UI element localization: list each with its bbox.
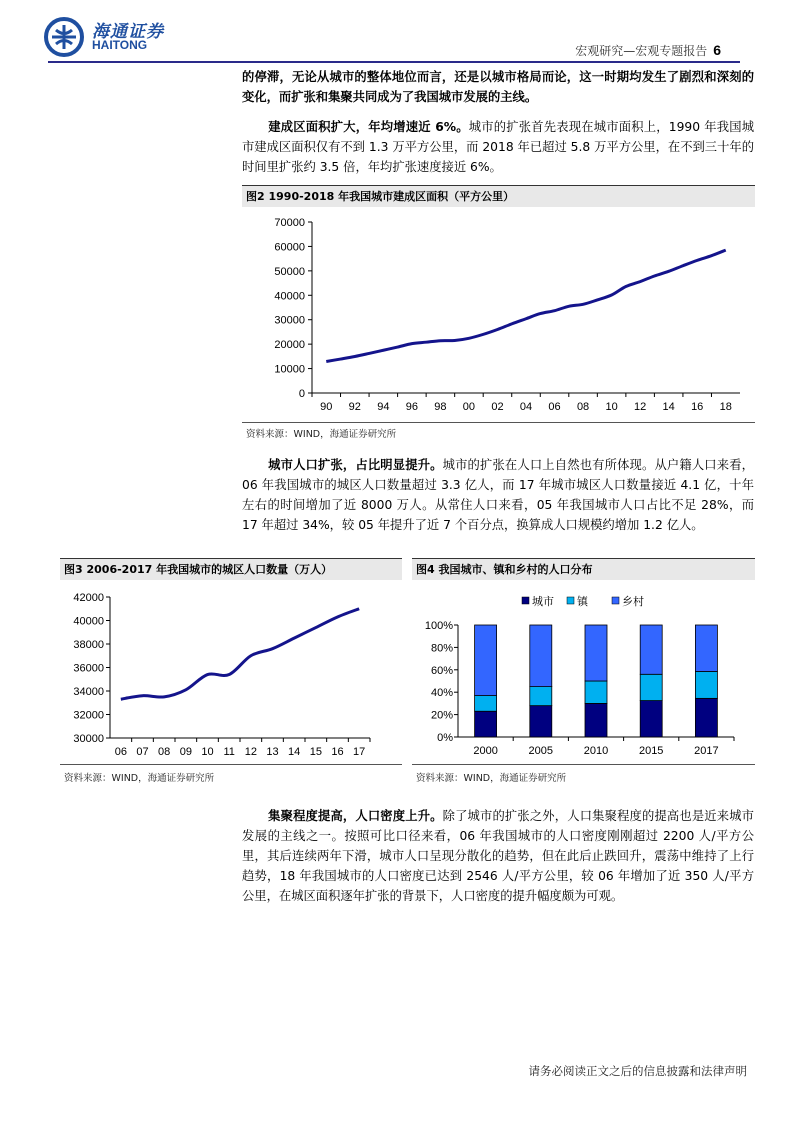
x-tick-label: 14 — [662, 401, 675, 413]
figure-3-chart — [60, 580, 402, 760]
x-tick-label: 13 — [266, 746, 279, 758]
bar-2017-2 — [695, 625, 717, 671]
y-tick-label: 40000 — [274, 290, 305, 303]
y-tick-label: 50000 — [274, 265, 305, 278]
figure-2-chart — [242, 207, 755, 422]
x-tick-label: 2005 — [528, 745, 554, 757]
bar-2005-1 — [530, 687, 552, 706]
legend-swatch — [522, 597, 529, 604]
y-tick-label: 34000 — [73, 686, 104, 698]
x-tick-label: 04 — [519, 401, 533, 413]
figure-4-chart — [412, 580, 755, 760]
bar-2005-2 — [530, 625, 552, 687]
y-tick-label: 32000 — [73, 709, 104, 722]
legend-label: 城市 — [532, 596, 554, 608]
figure-2-title: 图2 1990-2018 年我国城市建成区面积（平方公里） — [242, 185, 755, 207]
bar-2017-1 — [695, 671, 717, 698]
bar-2000-1 — [475, 696, 497, 712]
y-tick-label: 0% — [437, 732, 453, 744]
x-tick-label: 96 — [405, 401, 418, 413]
x-tick-label: 90 — [320, 401, 333, 413]
y-tick-label: 60% — [430, 664, 453, 677]
y-tick-label: 20000 — [274, 339, 305, 352]
series-line-built-area — [326, 250, 725, 361]
figure-3-title: 图3 2006-2017 年我国城市的城区人口数量（万人） — [60, 558, 402, 580]
paragraph-text: 除了城市的扩张之外，人口集聚程度的提高也是近来城市发展的主线之一。按照可比口径来看，06 年我国城市的人口密度刚刚超过 2200 人/平方公里，其后连续两年下滑，城市人口呈现分散化的趋势，但在此后止跌回升，震荡中维持了上行趋势，18 年我国城市的人口密度已达到 2546 人/平方公里，较 06 年增加了近 350 人/平方公里，在城区面积逐年扩张的背景下，人口密度的提升幅度颇为可观。 — [242, 809, 754, 903]
legend-swatch — [612, 597, 619, 604]
paragraph-lead: 城市人口扩张，占比明显提升。 — [268, 458, 443, 472]
y-tick-label: 30000 — [274, 314, 305, 327]
paragraph-lead: 建成区面积扩大，年均增速近 6%。 — [268, 120, 469, 134]
figure-3-source: 资料来源：WIND，海通证券研究所 — [64, 773, 215, 784]
paragraph-4 — [242, 806, 754, 906]
x-tick-label: 10 — [605, 401, 618, 413]
logo-text-en: HAITONG — [92, 38, 148, 52]
x-tick-label: 12 — [634, 401, 647, 413]
paragraph-text: 城市的扩张首先表现在城市面积上，1990 年我国城市建成区面积仅有不到 1.3 万平方公里，而 2018 年已超过 5.8 万平方公里，在不到三十年的时间里扩张约 3.5 倍，年均扩张速度接近 6%。 — [242, 120, 754, 174]
logo-text-cn: 海通证券 — [92, 22, 164, 42]
x-tick-label: 02 — [491, 401, 504, 413]
y-tick-label: 60000 — [274, 241, 305, 254]
x-tick-label: 06 — [114, 746, 127, 758]
figure-4-source: 资料来源：WIND，海通证券研究所 — [416, 773, 567, 784]
paragraph-text: 城市的扩张在人口上自然也有所体现。从户籍人口来看，06 年我国城市的城区人口数量超过 3.3 亿人，而 17 年城市城区人口数量接近 4.1 亿，十年左右的时间增加了近 8000 万人。从常住人口来看，05 年我国城市人口占比不足 28%，而 17 年超过 34%，较 05 年提升了近 7 个百分点，换算成人口规模约增加 1.2 亿人。 — [242, 458, 754, 532]
section-title: 宏观研究—宏观专题报告 — [575, 44, 708, 58]
bar-2015-0 — [640, 701, 662, 737]
y-tick-label: 38000 — [73, 639, 104, 651]
bar-2010-0 — [585, 703, 607, 737]
x-tick-label: 07 — [136, 746, 149, 758]
paragraph-lead: 集聚程度提高，人口密度上升。 — [268, 809, 443, 823]
bar-2000-2 — [475, 625, 497, 696]
y-tick-label: 20% — [430, 709, 453, 722]
x-tick-label: 94 — [377, 401, 390, 413]
divider — [60, 764, 402, 765]
bar-2000-0 — [475, 711, 497, 737]
y-tick-label: 42000 — [73, 592, 104, 604]
x-tick-label: 2015 — [638, 745, 664, 757]
legend-swatch — [567, 597, 574, 604]
header-rule — [48, 61, 740, 63]
x-tick-label: 12 — [244, 746, 257, 758]
y-tick-label: 80% — [430, 642, 453, 655]
y-tick-label: 40000 — [73, 615, 104, 628]
bar-2010-2 — [585, 625, 607, 681]
x-tick-label: 2017 — [694, 745, 719, 757]
x-tick-label: 10 — [201, 746, 214, 758]
series-line-urban-population — [121, 609, 359, 699]
x-tick-label: 06 — [548, 401, 561, 413]
paragraph-2 — [242, 117, 754, 177]
disclaimer-footer: 请务必阅读正文之后的信息披露和法律声明 — [528, 1064, 747, 1078]
legend-label: 乡村 — [622, 596, 644, 608]
paragraph-1: 的停滞，无论从城市的整体地位而言，还是以城市格局而论，这一时期均发生了剧烈和深刻的变化，而扩张和集聚共同成为了我国城市发展的主线。 — [242, 70, 754, 104]
y-tick-label: 70000 — [274, 217, 305, 229]
y-tick-label: 30000 — [73, 733, 104, 745]
x-tick-label: 00 — [462, 401, 476, 413]
figure-2-source: 资料来源：WIND，海通证券研究所 — [246, 429, 397, 440]
x-tick-label: 16 — [331, 746, 344, 758]
bar-2015-2 — [640, 625, 662, 674]
x-tick-label: 08 — [158, 746, 171, 758]
legend-label: 镇 — [577, 596, 588, 608]
x-tick-label: 09 — [179, 746, 192, 758]
header-section — [575, 42, 721, 59]
x-tick-label: 98 — [434, 401, 447, 413]
x-tick-label: 15 — [309, 746, 322, 758]
x-tick-label: 92 — [348, 401, 361, 413]
y-tick-label: 36000 — [73, 662, 104, 675]
divider — [412, 764, 755, 765]
y-tick-label: 100% — [424, 620, 453, 632]
x-tick-label: 2010 — [583, 745, 609, 757]
x-tick-label: 2000 — [473, 745, 498, 757]
paragraph-3 — [242, 455, 754, 535]
divider — [242, 422, 755, 423]
page-number: 6 — [713, 42, 721, 58]
x-tick-label: 08 — [576, 401, 590, 413]
x-tick-label: 11 — [223, 746, 235, 758]
y-tick-label: 10000 — [274, 363, 305, 376]
x-tick-label: 17 — [353, 746, 366, 758]
x-tick-label: 14 — [288, 746, 301, 758]
bar-2017-0 — [695, 698, 717, 737]
x-tick-label: 16 — [691, 401, 704, 413]
bar-2005-0 — [530, 706, 552, 737]
bar-2015-1 — [640, 674, 662, 700]
y-tick-label: 40% — [430, 687, 453, 700]
figure-4-title: 图4 我国城市、镇和乡村的人口分布 — [412, 558, 755, 580]
y-tick-label: 0 — [298, 388, 305, 400]
bar-2010-1 — [585, 681, 607, 703]
x-tick-label: 18 — [719, 401, 732, 413]
